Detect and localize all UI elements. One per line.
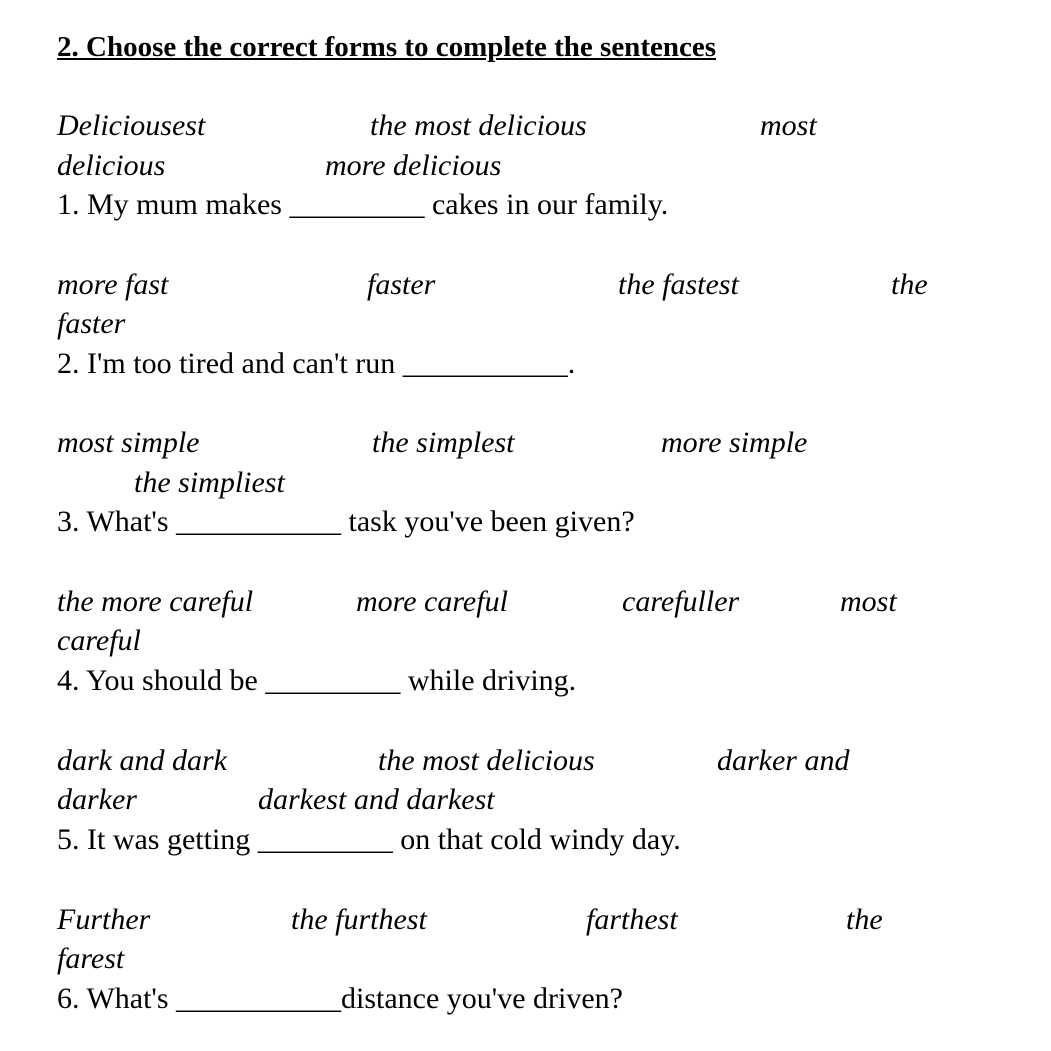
option: more fast: [57, 268, 169, 301]
option: the most delicious: [378, 744, 595, 777]
option: careful: [57, 624, 141, 657]
option: the: [891, 268, 928, 301]
option: delicious: [57, 149, 166, 182]
option: Deliciousest: [57, 109, 206, 142]
sentence: 6. What's ___________distance you've driven?: [57, 982, 623, 1015]
option: the: [846, 903, 883, 936]
sentence: 5. It was getting _________ on that cold windy day.: [57, 823, 681, 856]
option: most: [760, 109, 817, 142]
option: farthest: [586, 903, 678, 936]
option: more delicious: [325, 149, 502, 182]
option: more careful: [356, 585, 508, 618]
option: dark and dark: [57, 744, 227, 777]
sentence: 2. I'm too tired and can't run ___________.: [57, 347, 576, 380]
sentence: 3. What's ___________ task you've been given?: [57, 505, 635, 538]
option: the more careful: [57, 585, 254, 618]
option: the furthest: [291, 903, 427, 936]
option: most: [840, 585, 897, 618]
option: the fastest: [618, 268, 739, 301]
option: most simple: [57, 426, 200, 459]
option: faster: [57, 307, 126, 340]
option: the simpliest: [134, 466, 285, 499]
option: carefuller: [622, 585, 740, 618]
sentence: 1. My mum makes _________ cakes in our family.: [57, 188, 669, 221]
option: the most delicious: [370, 109, 587, 142]
option: the simplest: [372, 426, 515, 459]
option: darkest and darkest: [258, 783, 495, 816]
option: darker: [57, 783, 137, 816]
option: darker and: [717, 744, 850, 777]
option: Further: [57, 903, 151, 936]
option: faster: [367, 268, 436, 301]
sentence: 4. You should be _________ while driving.: [57, 664, 577, 697]
option: more simple: [661, 426, 808, 459]
exercise-title: 2. Choose the correct forms to complete the sentences: [57, 31, 716, 63]
option: farest: [57, 942, 125, 975]
